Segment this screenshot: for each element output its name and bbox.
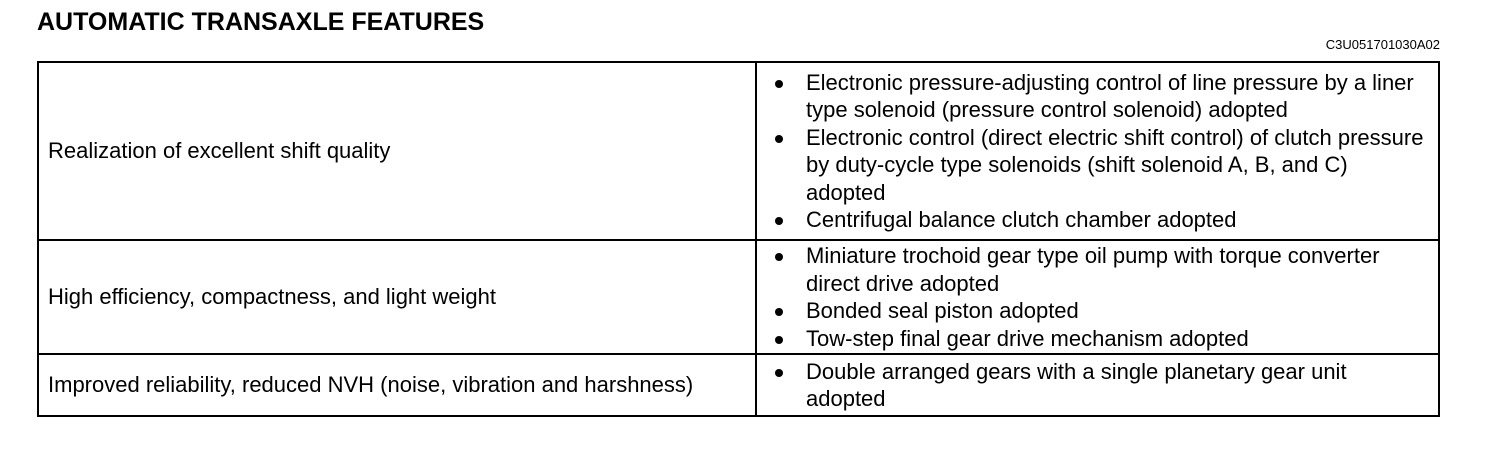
list-item [773, 124, 1430, 207]
bullet-icon [775, 253, 783, 261]
list-item [773, 69, 1430, 124]
feature-cell [38, 240, 756, 354]
bullet-icon [775, 336, 783, 344]
list-item [773, 242, 1430, 297]
feature-cell [38, 62, 756, 240]
bullet-icon [775, 80, 783, 88]
detail-text: Bonded seal piston adopted [806, 298, 1079, 323]
detail-list [773, 69, 1430, 234]
detail-text: Electronic pressure-adjusting control of line pressure by a liner type solenoid (pressure control solenoid) adopted [806, 69, 1414, 122]
detail-text: Tow-step final gear drive mechanism adopted [806, 325, 1249, 351]
details-cell [756, 62, 1439, 240]
bullet-icon [775, 217, 783, 225]
list-item [773, 297, 1430, 325]
list-item [773, 206, 1430, 234]
document-code: C3U051701030A02 [1325, 37, 1440, 52]
feature-label: Improved reliability, reduced NVH (noise, vibration and harshness) [48, 372, 694, 398]
detail-text: Electronic control (direct electric shift control) of clutch pressure by duty-cycle type solenoids (shift solenoid A, B, and C) adopted [806, 124, 1424, 205]
detail-list [773, 242, 1430, 352]
table-row [38, 240, 1439, 354]
table-row [38, 354, 1439, 416]
list-item [773, 325, 1430, 353]
detail-list [773, 358, 1430, 413]
details-cell [756, 354, 1439, 416]
detail-text: Double arranged gears with a single planetary gear unit adopted [806, 358, 1347, 411]
list-item [773, 358, 1430, 413]
table-row [38, 62, 1439, 240]
feature-label: Realization of excellent shift quality [48, 138, 391, 164]
feature-label: High efficiency, compactness, and light weight [48, 284, 496, 310]
bullet-icon [775, 308, 783, 316]
bullet-icon [775, 135, 783, 143]
features-table [37, 61, 1440, 417]
page-title: AUTOMATIC TRANSAXLE FEATURES [37, 8, 485, 36]
feature-cell [38, 354, 756, 416]
details-cell [756, 240, 1439, 354]
detail-text: Centrifugal balance clutch chamber adopted [806, 207, 1237, 232]
bullet-icon [775, 369, 783, 377]
detail-text: Miniature trochoid gear type oil pump with torque converter direct drive adopted [806, 243, 1380, 296]
